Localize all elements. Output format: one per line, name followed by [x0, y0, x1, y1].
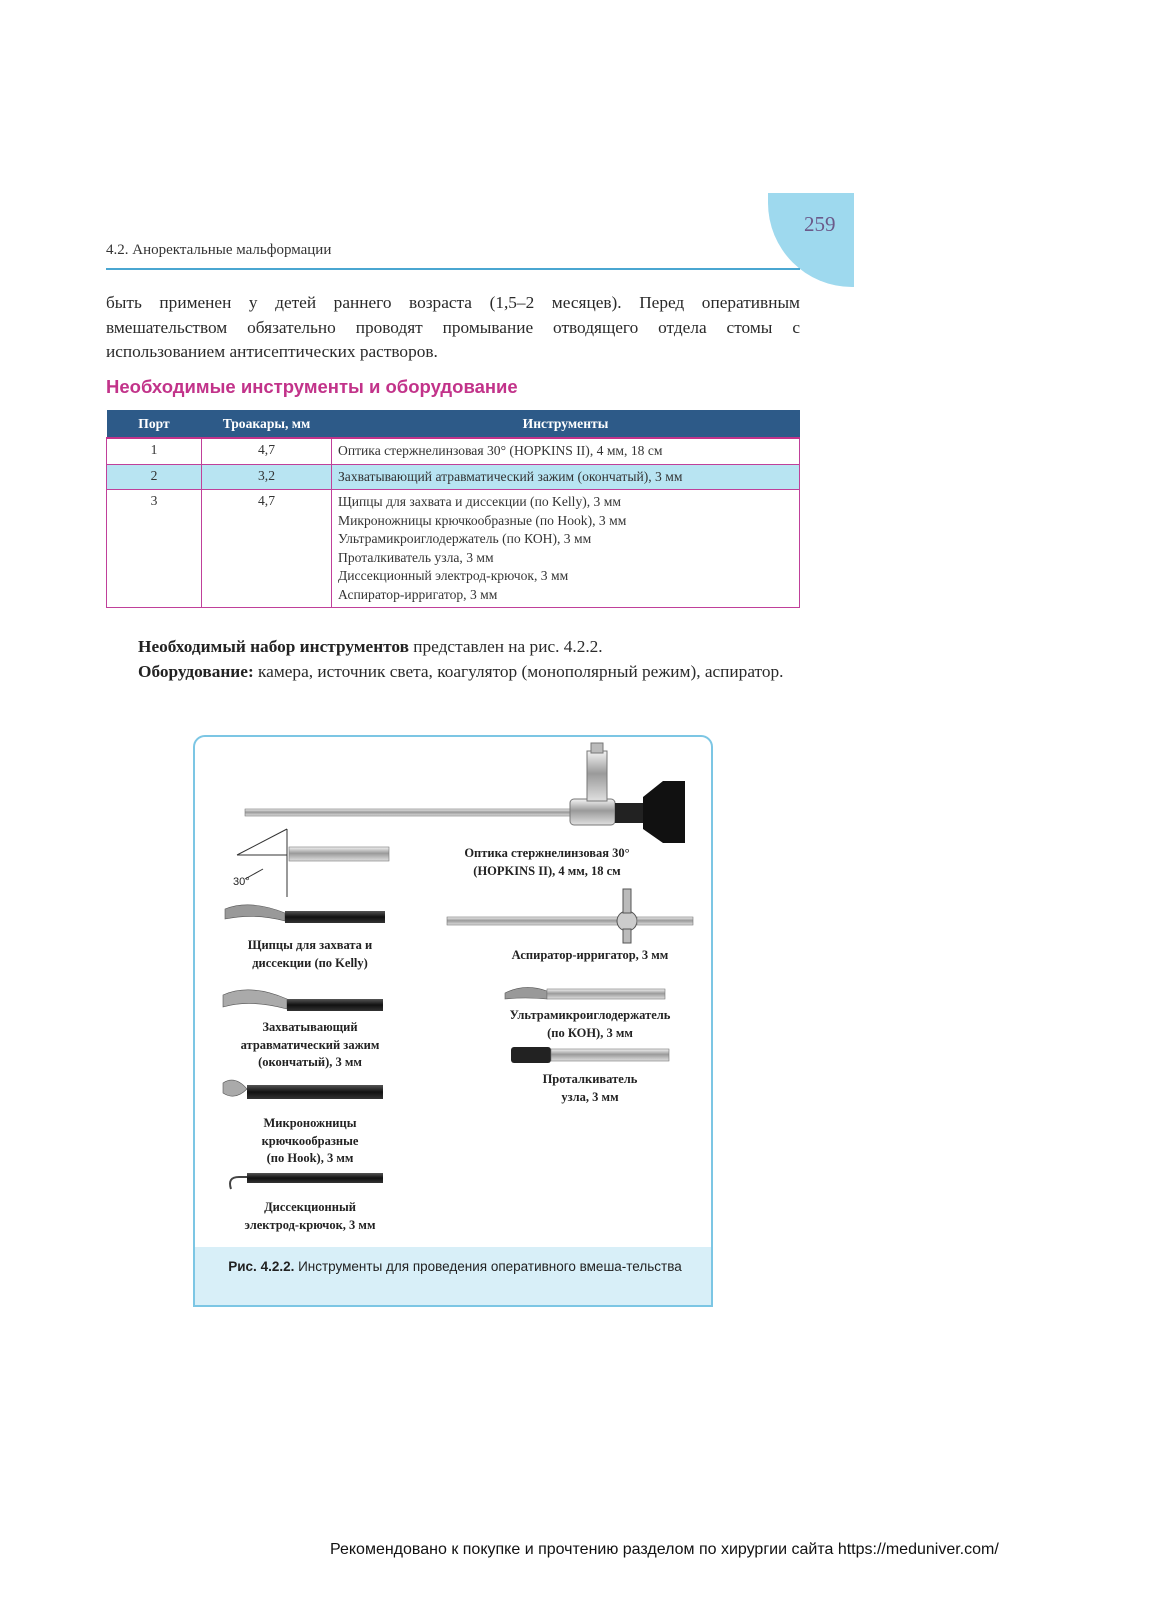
paragraph-instrument-set	[106, 635, 800, 660]
bold-lead: Оборудование:	[138, 662, 254, 681]
label-line: Щипцы для захвата и	[247, 938, 373, 952]
section-title: Необходимые инструменты и оборудование	[106, 376, 518, 397]
table-row	[107, 438, 800, 464]
running-head: 4.2. Аноректальные мальформации	[106, 242, 332, 258]
optic-telescope	[245, 743, 685, 843]
label-grasper	[205, 1019, 415, 1072]
instrument-item: Захватывающий атравматический зажим (окончатый), 3 мм	[338, 468, 683, 484]
paragraph-text: камера, источник света, коагулятор (монополярный режим), аспиратор.	[253, 662, 784, 681]
instrument-item: Щипцы для захвата и диссекции (по Kelly), 3 мм	[338, 494, 621, 509]
figure-4-2-2	[193, 735, 713, 1307]
instruments-cell	[332, 490, 800, 608]
label-line: (окончатый), 3 мм	[258, 1055, 362, 1069]
label-line: крючкообразные	[261, 1133, 359, 1148]
label-line: Оптика стержнелинзовая 30°	[464, 846, 630, 860]
port-cell: 3	[107, 490, 202, 608]
footer-note: Рекомендовано к покупке и прочтению разделом по хирургии сайта https://meduniver.com/	[330, 1541, 999, 1558]
knot-pusher-image	[511, 1047, 669, 1063]
label-line: (HOPKINS II), 4 мм, 18 см	[473, 863, 621, 878]
label-line: диссекции (по Kelly)	[252, 955, 368, 970]
angle-label: 30°	[233, 876, 250, 888]
caption-band	[195, 1247, 711, 1307]
page-number: 259	[804, 212, 836, 236]
label-line: Захватывающий	[262, 1020, 358, 1034]
label-aspirator	[465, 947, 713, 965]
figure-caption	[215, 1257, 695, 1277]
paragraph-equipment	[106, 660, 800, 685]
intro-paragraph: быть применен у детей раннего возраста (1,5–2 месяцев). Перед оперативным вмешательством обязательно проводят промывание отводящего отдела стомы с использованием антисептических растворов.	[106, 293, 800, 361]
instrument-item: Проталкиватель узла, 3 мм	[338, 549, 494, 565]
label-line: атравматический зажим	[240, 1037, 380, 1052]
label-line: (по КОН), 3 мм	[547, 1025, 633, 1040]
label-line: Аспиратор-ирригатор, 3 мм	[511, 948, 669, 962]
instrument-item: Оптика стержнелинзовая 30° (HOPKINS II), 4 мм, 18 см	[338, 443, 663, 458]
header-port: Порт	[107, 410, 202, 438]
trocar-cell: 3,2	[202, 464, 332, 490]
bold-lead: Необходимый набор инструментов	[138, 637, 409, 656]
label-optic	[417, 845, 677, 880]
label-kelly	[205, 937, 415, 972]
aspirator-image	[447, 889, 693, 943]
grasper-image	[223, 990, 383, 1011]
header-instruments: Инструменты	[332, 410, 800, 438]
instrument-item: Микроножницы крючкообразные (по Hook), 3 мм	[338, 512, 627, 528]
instrument-item: Аспиратор-ирригатор, 3 мм	[338, 586, 498, 602]
optic-tip-detail	[237, 829, 389, 897]
instruments-cell	[332, 438, 800, 464]
trocar-cell: 4,7	[202, 490, 332, 608]
label-knot-pusher	[495, 1071, 685, 1106]
hook-electrode-image	[230, 1173, 383, 1189]
label-line: электрод-крючок, 3 мм	[244, 1217, 376, 1232]
instrument-item: Ультрамикроиглодержатель (по КОН), 3 мм	[338, 531, 592, 546]
paragraph-text: представлен на рис. 4.2.2.	[408, 637, 603, 656]
label-line: Диссекционный	[264, 1200, 356, 1214]
instruments-illustration	[195, 737, 711, 1249]
label-line: Ультрамикроиглодержатель	[509, 1008, 671, 1022]
scissors-image	[223, 1080, 383, 1099]
label-line: Проталкиватель	[542, 1072, 638, 1086]
label-line: узла, 3 мм	[561, 1089, 619, 1104]
kelly-forceps-image	[225, 905, 385, 923]
trocar-cell: 4,7	[202, 438, 332, 464]
port-cell: 2	[107, 464, 202, 490]
caption-text: Инструменты для проведения оперативного вмеша-тельства	[294, 1259, 682, 1274]
header-trocars: Троакары, мм	[202, 410, 332, 438]
label-scissors	[205, 1115, 415, 1168]
port-cell: 1	[107, 438, 202, 464]
instrument-item: Диссекционный электрод-крючок, 3 мм	[338, 568, 569, 583]
instruments-table	[106, 410, 800, 608]
page-corner-tab	[768, 193, 854, 287]
instruments-cell	[332, 464, 800, 490]
table-header-row	[107, 410, 800, 438]
label-line: Микроножницы	[263, 1116, 357, 1130]
table-row	[107, 490, 800, 608]
label-line: (по Hook), 3 мм	[266, 1151, 354, 1165]
table-row-highlighted	[107, 464, 800, 490]
caption-number: Рис. 4.2.2.	[228, 1259, 295, 1274]
needle-holder-image	[505, 987, 665, 999]
label-hook	[205, 1199, 415, 1234]
header-rule	[106, 268, 800, 270]
label-needle-holder	[465, 1007, 713, 1042]
